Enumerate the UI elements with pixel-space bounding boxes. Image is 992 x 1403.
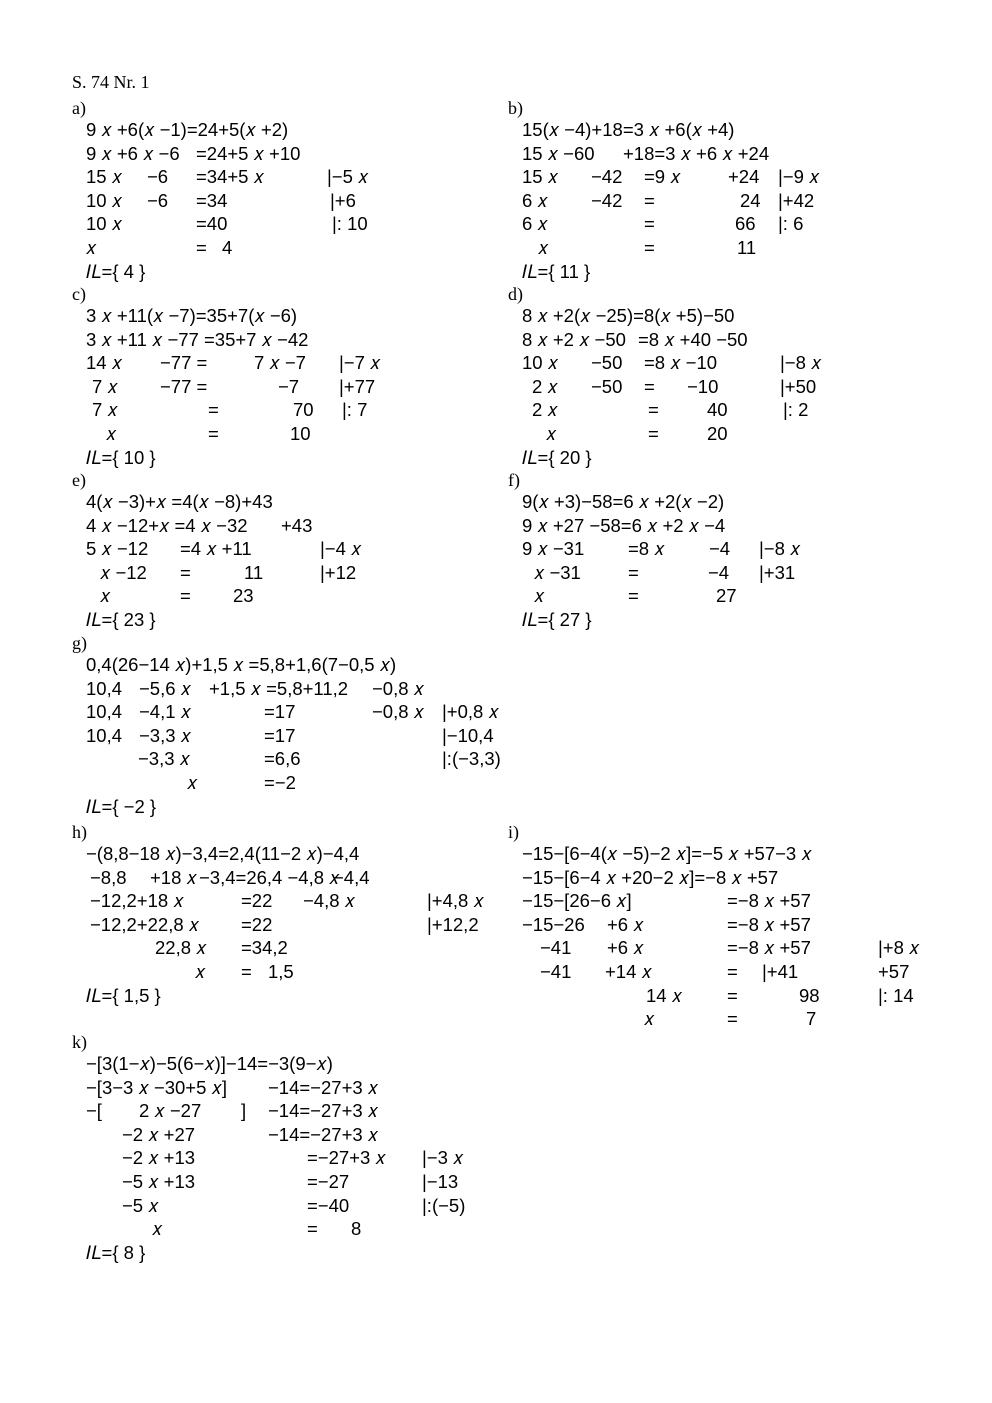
equation-term: 𝑥 [106,423,117,444]
equation-term: = [648,399,659,421]
equation-term: =−40 [307,1194,350,1216]
equation-term: 22,8 𝑥 [155,937,207,959]
equation-term: 6 𝑥 [522,189,548,211]
equation-term: 15 𝑥 [522,166,559,188]
equation-term: −15−[6−4(𝑥 −5)−2 𝑥]=−5 𝑥 +57−3 𝑥 [522,843,812,864]
equation-term: −7 [278,375,300,397]
equation-term: ] [241,1100,247,1122]
equation-term: −4,8 𝑥 [303,890,355,912]
equation-term: 𝑥 −12 [100,561,147,583]
equation-term: = [180,561,191,583]
equation-term: 𝑥 [86,237,97,258]
equation-term: = [628,561,639,583]
equation-term: = [644,375,655,397]
equation-term: 𝐼𝐿={ 4 } [86,260,146,282]
equation-term: −15−26 [522,913,585,935]
equation-term: 11 [244,561,264,583]
equation-term: =22 [241,913,273,935]
equation-term: 𝐼𝐿={ 20 } [522,446,592,468]
equation-term: −6 [147,189,169,211]
equation-term: = [208,399,219,421]
equation-term: 10 𝑥 [86,213,123,235]
equation-term: |−4 𝑥 [320,538,362,560]
equation-term: = [196,237,207,258]
equation-term: 10,4 [86,701,123,723]
equation-term: 9 𝑥 +27 −58=6 𝑥 +2 𝑥 −4 [522,514,726,536]
equation-term: −50 [591,352,623,374]
equation-term: 15 𝑥 [86,166,123,188]
equation-term: −4 [709,538,731,560]
equation-term: −0,8 𝑥 [372,677,424,699]
equation-term: |+0,8 𝑥 [442,701,499,723]
equation-term: 𝐼𝐿={ 10 } [86,446,156,468]
equation-term: =4 𝑥 +11 [180,538,252,560]
equation-term: 𝐼𝐿={ 27 } [522,609,592,630]
equation-term: 15(𝑥 −4)+18=3 𝑥 +6(𝑥 +4) [522,119,735,140]
equation-term: = [644,213,655,235]
equation-term: |+12 [320,561,357,583]
equation-term: 24 [740,189,761,211]
equation-term: =−27 [307,1171,350,1192]
equation-term: 2 𝑥 [532,375,558,397]
equation-term: =9 𝑥 [644,166,681,188]
equation-term: = [648,423,659,444]
task-label: e) [72,470,86,490]
equation-term: −14=−27+3 𝑥 [268,1123,379,1145]
equation-term: +24 [728,166,760,188]
equation-term: 7 𝑥 −7 [254,352,306,374]
equation-term: 2 𝑥 [532,399,558,421]
equation-term: |−10,4 [442,724,494,746]
equation-term: 10,4 [86,677,123,699]
equation-term: =8 𝑥 −10 [644,352,718,374]
equation-term: −[3(1−𝑥)−5(6−𝑥)]−14=−3(9−𝑥) [86,1053,333,1074]
equation-term: 6 𝑥 [522,213,548,235]
equation-term: 0,4(26−14 𝑥)+1,5 𝑥 =5,8+1,6(7−0,5 𝑥) [86,654,397,675]
equation-term: = [727,961,738,982]
equation-term: |+8 𝑥 [878,937,920,959]
equation-term: 4 [222,237,233,258]
equation-term: =8 𝑥 +40 −50 [638,328,748,350]
equation-term: |: 14 [878,984,914,1006]
equation-term: =−8 𝑥 +57 [727,913,811,935]
equation-term: 𝑥 [534,585,545,607]
equation-term: 40 [707,399,728,421]
equation-term: −42 [591,189,623,211]
equation-term: −77 = [160,352,208,374]
equation-term: −2 𝑥 +27 [122,1123,196,1145]
equation-term: = [644,189,655,211]
equation-term: |: 7 [342,399,368,421]
equation-term: −5,6 𝑥 [139,677,191,699]
equation-term: 20 [707,423,728,444]
equation-term: 9(𝑥 +3)−58=6 𝑥 +2(𝑥 −2) [522,491,725,512]
equation-term: 7 𝑥 [92,375,118,397]
equation-term: 10 𝑥 [86,189,123,211]
equation-term: = [180,585,191,607]
equation-term: = [208,423,219,444]
equation-term: −15−[6−4 𝑥 +20−2 𝑥]=−8 𝑥 +57 [522,866,779,888]
page-header: S. 74 Nr. 1 [72,72,150,92]
equation-term: 10 [290,423,311,444]
task-label: f) [508,470,520,490]
equation-term: 𝑥 [152,1218,163,1240]
equation-term: +14 𝑥 [605,961,652,982]
equation-term: 𝐼𝐿={ 11 } [522,260,591,282]
equation-term: |+50 [780,375,817,397]
equation-term: +18 𝑥 [150,866,197,888]
equation-term: 𝑥 [100,585,111,607]
equation-term: 9 𝑥 +6 𝑥 −6 [86,142,180,164]
equation-term: = [628,585,639,607]
equation-term: 9 𝑥 −31 [522,538,585,560]
equation-term: −3,3 𝑥 [138,748,190,770]
equation-term: 27 [716,585,737,607]
equation-term: 14 𝑥 [646,984,683,1006]
equation-term: = [727,1008,738,1030]
equation-term: +1,5 𝑥 =5,8+11,2 [209,677,349,699]
equation-term: 7 𝑥 [92,399,118,421]
equation-term: =−27+3 𝑥 [307,1147,386,1169]
equation-term: |+42 [778,189,815,211]
equation-term: 10,4 [86,724,123,746]
equation-term: =22 [241,890,273,912]
equation-term: 23 [233,585,254,607]
equation-term: |−8 𝑥 [759,538,801,560]
equation-term: =40 [196,213,228,235]
equation-term: |: 10 [332,213,368,235]
equation-term: =−2 [264,772,296,793]
equation-term: =24+5 𝑥 +10 [196,142,301,164]
equation-term: |−8 𝑥 [780,352,822,374]
equation-term: 11 [737,237,757,258]
equation-term: 1,5 [268,961,294,982]
equation-term: |−9 𝑥 [778,166,820,188]
equation-term: |:(−5) [422,1194,466,1216]
equation-term: −10 [687,375,719,397]
equation-term: 𝑥 [644,1008,655,1030]
equation-term: |−13 [422,1171,459,1192]
equation-term: 4(𝑥 −3)+𝑥 =4(𝑥 −8)+43 [86,491,273,512]
equation-term: −14=−27+3 𝑥 [268,1076,379,1098]
equation-term: = [307,1218,318,1240]
equation-term: =−8 𝑥 +57 [727,890,811,912]
equation-term: |:(−3,3) [442,748,501,770]
equation-term: +43 [281,514,313,536]
equation-term: 𝐼𝐿={ 8 } [86,1241,146,1263]
equation-term: −41 [540,961,572,982]
equation-term: −41 [540,937,572,959]
equation-term: −[3−3 𝑥 −30+5 𝑥] [86,1076,227,1098]
equation-term: 𝑥 −31 [534,561,581,583]
equation-term: +6 𝑥 [607,937,644,959]
equation-term: −42 [591,166,623,188]
equation-term: −0,8 𝑥 [372,701,424,723]
task-label: b) [508,98,523,118]
equation-term: 3 𝑥 +11 𝑥 −77 =35+7 𝑥 −42 [86,328,309,350]
equation-term: |+12,2 [427,913,479,935]
equation-term: = [241,961,252,982]
equation-term: −6 [147,166,169,188]
equation-term: −[ [86,1100,102,1122]
equation-term: =34 [196,189,228,211]
equation-term: 𝑥 [187,772,198,793]
equation-term: =−8 𝑥 +57 [727,937,811,959]
equation-term: 𝑥 [195,961,206,982]
equation-term: −3,3 𝑥 [139,724,191,746]
equation-term: −12,2+22,8 𝑥 [90,913,200,935]
equation-term: 𝑥 [538,237,549,258]
equation-term: 70 [293,399,314,421]
equation-term: +18=3 𝑥 +6 𝑥 +24 [623,142,770,164]
equation-term: −15−[26−6 𝑥] [522,890,632,912]
equation-term: 𝑥 [546,423,557,444]
equation-term: −8,8 [90,866,127,888]
equation-term: 𝐼𝐿={ 23 } [86,609,156,630]
equation-term: |−7 𝑥 [339,352,381,374]
equation-term: |+4,8 𝑥 [427,890,484,912]
equation-term: 𝐼𝐿={ 1,5 } [86,984,161,1006]
equation-term: =8 𝑥 [628,538,665,560]
equation-term: 10 𝑥 [522,352,559,374]
equation-term: 15 𝑥 −60 [522,142,595,164]
equation-term: 8 [351,1218,362,1240]
equation-term: = [644,237,655,258]
equation-term: 2 𝑥 −27 [139,1100,202,1122]
task-label: g) [72,633,87,653]
equation-term: |+77 [339,375,376,397]
equation-term: 9 𝑥 +6(𝑥 −1)=24+5(𝑥 +2) [86,119,289,140]
equation-term: −4,1 𝑥 [139,701,191,723]
equation-term: |−5 𝑥 [327,166,369,188]
equation-term: 66 [735,213,756,235]
equation-term: −2 𝑥 +13 [122,1147,196,1169]
equation-term: |+31 [759,561,796,583]
equation-term: +57 [878,961,910,982]
task-label: d) [508,284,523,304]
equation-term: 14 𝑥 [86,352,123,374]
equation-term: 7 [806,1008,817,1030]
equation-term: +6 𝑥 [607,913,644,935]
task-label: k) [72,1032,87,1052]
task-label: i) [508,822,519,842]
equation-term: =6,6 [264,748,301,770]
equation-term: −5 𝑥 [122,1194,159,1216]
equation-term: |: 2 [783,399,809,421]
equation-term: −4,4 [333,866,370,888]
equation-term: 3 𝑥 +11(𝑥 −7)=35+7(𝑥 −6) [86,305,298,326]
equation-term: −4 [708,561,730,583]
task-label: a) [72,98,86,118]
equation-term: −(8,8−18 𝑥)−3,4=2,4(11−2 𝑥)−4,4 [86,843,360,864]
equation-term: |+41 [762,961,799,982]
equation-term: =34,2 [241,937,288,959]
equation-term: −50 [591,375,623,397]
equation-term: −5 𝑥 +13 [122,1171,196,1192]
task-label: h) [72,822,87,842]
equation-term: |−3 𝑥 [422,1147,464,1169]
equation-term: −77 = [160,375,208,397]
equation-term: −3,4=26,4 −4,8 𝑥 [199,866,340,888]
task-label: c) [72,284,86,304]
equation-term: 8 𝑥 +2(𝑥 −25)=8(𝑥 +5)−50 [522,305,735,326]
equation-term: =17 [264,724,296,746]
equation-term: −12,2+18 𝑥 [90,890,184,912]
equation-term: 8 𝑥 +2 𝑥 −50 [522,328,626,350]
equation-term: = [727,984,738,1006]
equation-term: =17 [264,701,296,723]
equation-term: 5 𝑥 −12 [86,538,149,560]
equation-term: =34+5 𝑥 [196,166,264,188]
equation-term: 4 𝑥 −12+𝑥 =4 𝑥 −32 [86,514,248,536]
equation-term: 𝐼𝐿={ −2 } [86,795,157,817]
equation-term: |+6 [330,189,356,211]
equation-term: −14=−27+3 𝑥 [268,1100,379,1122]
equation-term: |: 6 [778,213,804,235]
equation-term: 98 [799,984,820,1006]
